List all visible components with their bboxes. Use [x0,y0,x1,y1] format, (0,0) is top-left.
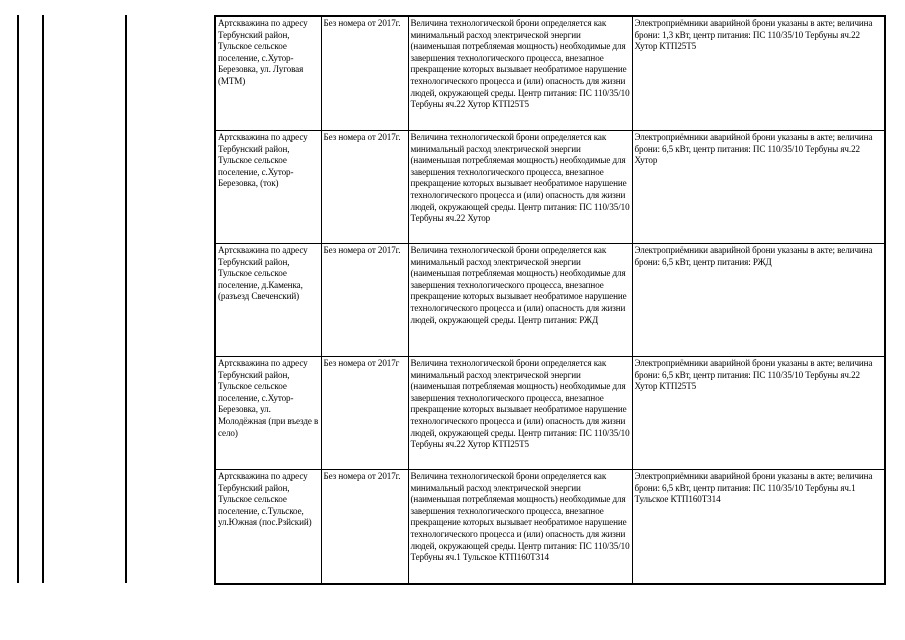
act-reference-cell: Без номера от 2017г. [321,470,408,585]
emergency-reserve-table [214,15,886,585]
act-reference-cell: Без номера от 2017г. [321,16,408,131]
table-row [215,470,885,585]
table-row [215,357,885,470]
table-row [215,16,885,131]
object-address-cell: Артскважина по адресу Тербунский район, Тульское сельское поселение, с.Хутор-Березовка, (ток) [215,131,321,244]
reserve-justification-cell: Величина технологической брони определяется как минимальный расход электрической энергии (наименьшая потребляемая мощность) необходимые для завершения технологического процесса, внезапное прекращение которых вызывает необратимое нарушение технологического процесса и (или) опасность для жизни людей, окружающей среды. Центр питания: ПС 110/35/10 Тербуны яч.22 Хутор [408,131,632,244]
reserve-justification-cell: Величина технологической брони определяется как минимальный расход электрической энергии (наименьшая потребляемая мощность) необходимые для завершения технологического процесса, внезапное прекращение которых вызывает необратимое нарушение технологического процесса и (или) опасность для жизни людей, окружающей среды. Центр питания: ПС 110/35/10 Тербуны яч.22 Хутор КТП25Т5 [408,357,632,470]
object-address-cell: Артскважина по адресу Тербунский район, Тульское сельское поселение, с.Тульское, ул.Южная (пос.Рзйский) [215,470,321,585]
reserve-justification-cell: Величина технологической брони определяется как минимальный расход электрической энергии (наименьшая потребляемая мощность) необходимые для завершения технологического процесса, внезапное прекращение которых вызывает необратимое нарушение технологического процесса и (или) опасность для жизни людей, окружающей среды. Центр питания: ПС 110/35/10 Тербуны яч.1 Тульское КТП160Т314 [408,470,632,585]
object-address-cell: Артскважина по адресу Тербунский район, Тульское сельское поселение, с.Хутор-Березовка, ул. Луговая (МТМ) [215,16,321,131]
reserve-value-cell: Электроприёмники аварийной брони указаны в акте; величина брони: 6,5 кВт, центр питания: ПС 110/35/10 Тербуны яч.22 Хутор [632,131,885,244]
reserve-value-cell: Электроприёмники аварийной брони указаны в акте; величина брони: 6,5 кВт, центр питания: ПС 110/35/10 Тербуны яч.1 Тульское КТП160Т314 [632,470,885,585]
left-column-border-3 [125,15,127,583]
act-reference-cell: Без номера от 2017г [321,357,408,470]
reserve-justification-cell: Величина технологической брони определяется как минимальный расход электрической энергии (наименьшая потребляемая мощность) необходимые для завершения технологического процесса, внезапное прекращение которых вызывает необратимое нарушение технологического процесса и (или) опасность для жизни людей, окружающей среды. Центр питания: РЖД [408,244,632,357]
object-address-cell: Артскважина по адресу Тербунский район, Тульское сельское поселение, д.Каменка, (разъезд Свеченский) [215,244,321,357]
left-column-border-2 [42,15,44,583]
table-row [215,244,885,357]
act-reference-cell: Без номера от 2017г. [321,131,408,244]
reserve-value-cell: Электроприёмники аварийной брони указаны в акте; величина брони: 6,5 кВт, центр питания: ПС 110/35/10 Тербуны яч.22 Хутор КТП25Т5 [632,357,885,470]
object-address-cell: Артскважина по адресу Тербунский район, Тульское сельское поселение, с.Хутор-Березовка, ул. Молодёжная (при въезде в село) [215,357,321,470]
table-row [215,131,885,244]
act-reference-cell: Без номера от 2017г. [321,244,408,357]
left-column-border-1 [17,15,19,583]
reserve-justification-cell: Величина технологической брони определяется как минимальный расход электрической энергии (наименьшая потребляемая мощность) необходимые для завершения технологического процесса, внезапное прекращение которых вызывает необратимое нарушение технологического процесса и (или) опасность для жизни людей, окружающей среды. Центр питания: ПС 110/35/10 Тербуны яч.22 Хутор КТП25Т5 [408,16,632,131]
reserve-value-cell: Электроприёмники аварийной брони указаны в акте; величина брони: 1,3 кВт, центр питания: ПС 110/35/10 Тербуны яч.22 Хутор КТП25Т5 [632,16,885,131]
reserve-value-cell: Электроприёмники аварийной брони указаны в акте; величина брони: 6,5 кВт, центр питания: РЖД [632,244,885,357]
